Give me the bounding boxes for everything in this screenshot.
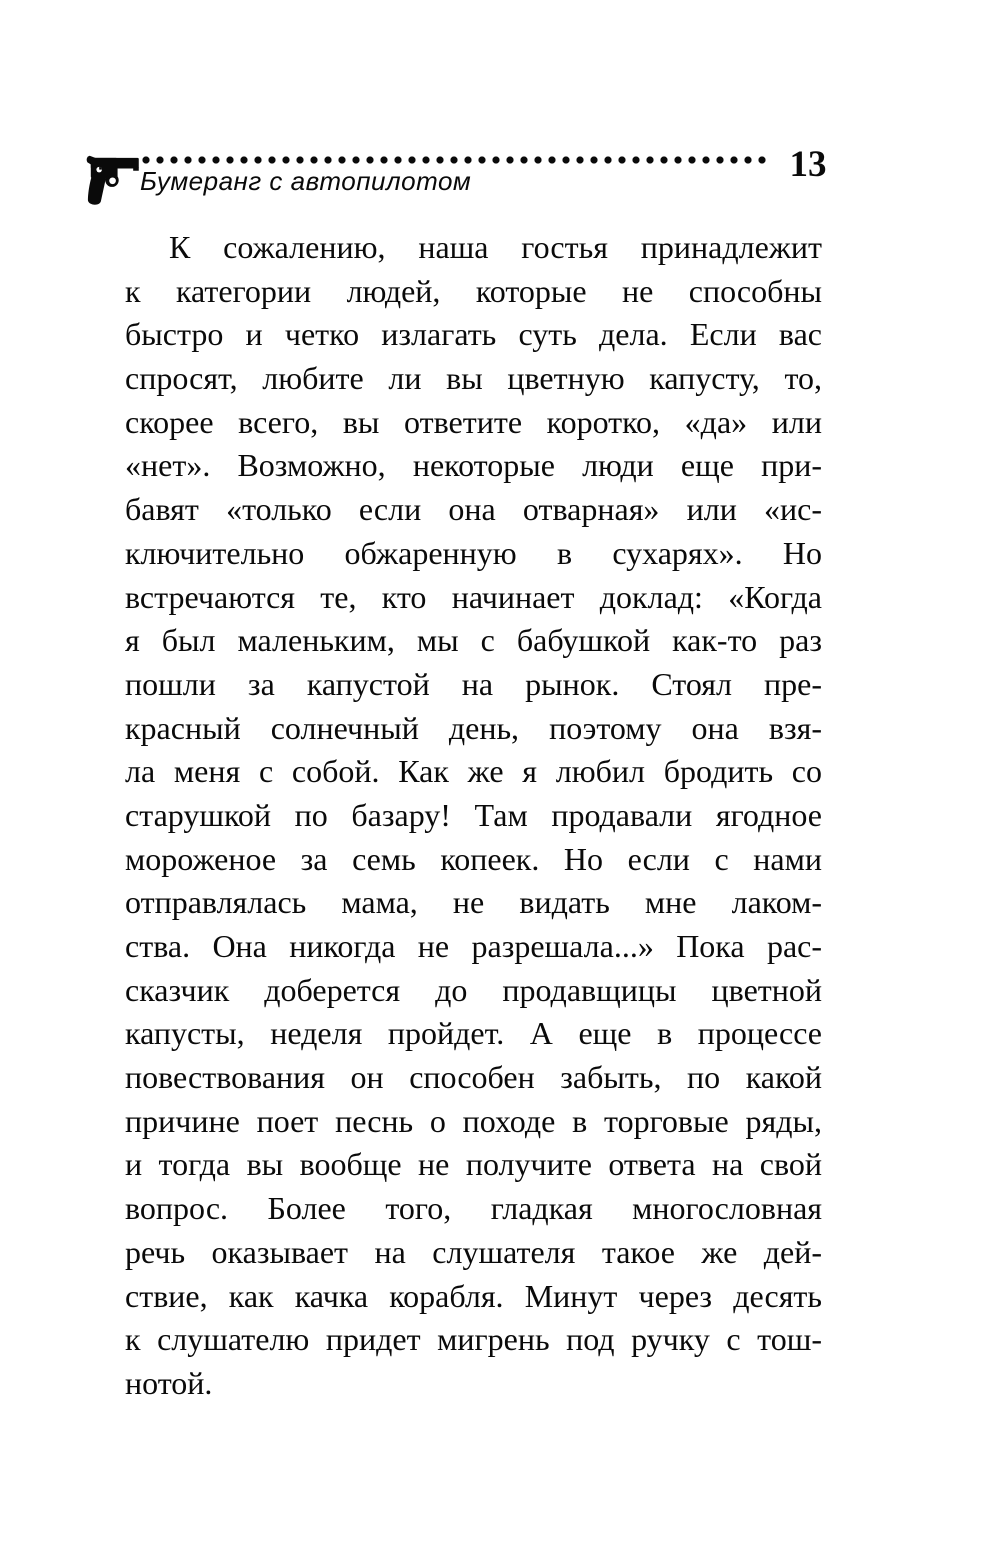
text-line: речь оказывает на слушателя такое же дей- <box>125 1233 822 1270</box>
text-line: капусты, неделя пройдет. А еще в процессе <box>125 1015 822 1052</box>
text-line: старушкой по базару! Там продавали ягодное <box>125 796 822 833</box>
pistol-icon <box>84 149 140 207</box>
text-line: К сожалению, наша гостья принадлежит <box>169 229 822 265</box>
text-line: пошли за капустой на рынок. Стоял пре- <box>125 665 822 702</box>
text-line: бавят «только если она отварная» или «ис- <box>125 491 822 528</box>
text-line: причине поет песнь о походе в торговые ряды, <box>125 1102 822 1139</box>
text-line: быстро и четко излагать суть дела. Если вас <box>125 316 822 353</box>
text-line: и тогда вы вообще не получите ответа на свой <box>125 1146 822 1183</box>
text-line: ствие, как качка корабля. Минут через десять <box>125 1277 822 1314</box>
text-line: спросят, любите ли вы цветную капусту, то, <box>125 360 822 397</box>
running-title: Бумеранг с автопилотом <box>140 166 472 196</box>
text-line: к категории людей, которые не способны <box>125 272 822 309</box>
body-text <box>125 226 822 1406</box>
text-line: скорее всего, вы ответите коротко, «да» или <box>125 403 822 440</box>
text-line: ства. Она никогда не разрешала...» Пока рас- <box>125 928 822 964</box>
text-line: сказчик доберется до продавщицы цветной <box>125 971 822 1008</box>
text-line: к слушателю придет мигрень под ручку с тош- <box>125 1321 822 1358</box>
text-line: ла меня с собой. Как же я любил бродить со <box>125 753 822 790</box>
text-line: «нет». Возможно, некоторые люди еще при- <box>125 447 822 484</box>
text-line: повествования он способен забыть, по какой <box>125 1059 822 1096</box>
text-line: встречаются те, кто начинает доклад: «Когда <box>125 578 822 615</box>
text-line: мороженое за семь копеек. Но если с нами <box>125 840 822 877</box>
text-line: красный солнечный день, поэтому она взя- <box>125 709 822 746</box>
text-line: отправлялась мама, не видать мне лаком- <box>125 884 822 921</box>
page-number: 13 <box>789 144 827 185</box>
text-line: вопрос. Более того, гладкая многословная <box>125 1190 822 1227</box>
dotted-rule <box>139 155 771 165</box>
text-line: я был маленьким, мы с бабушкой как-то раз <box>125 622 822 659</box>
text-line: нотой. <box>125 1364 213 1401</box>
text-line: ключительно обжаренную в сухарях». Но <box>125 534 822 571</box>
